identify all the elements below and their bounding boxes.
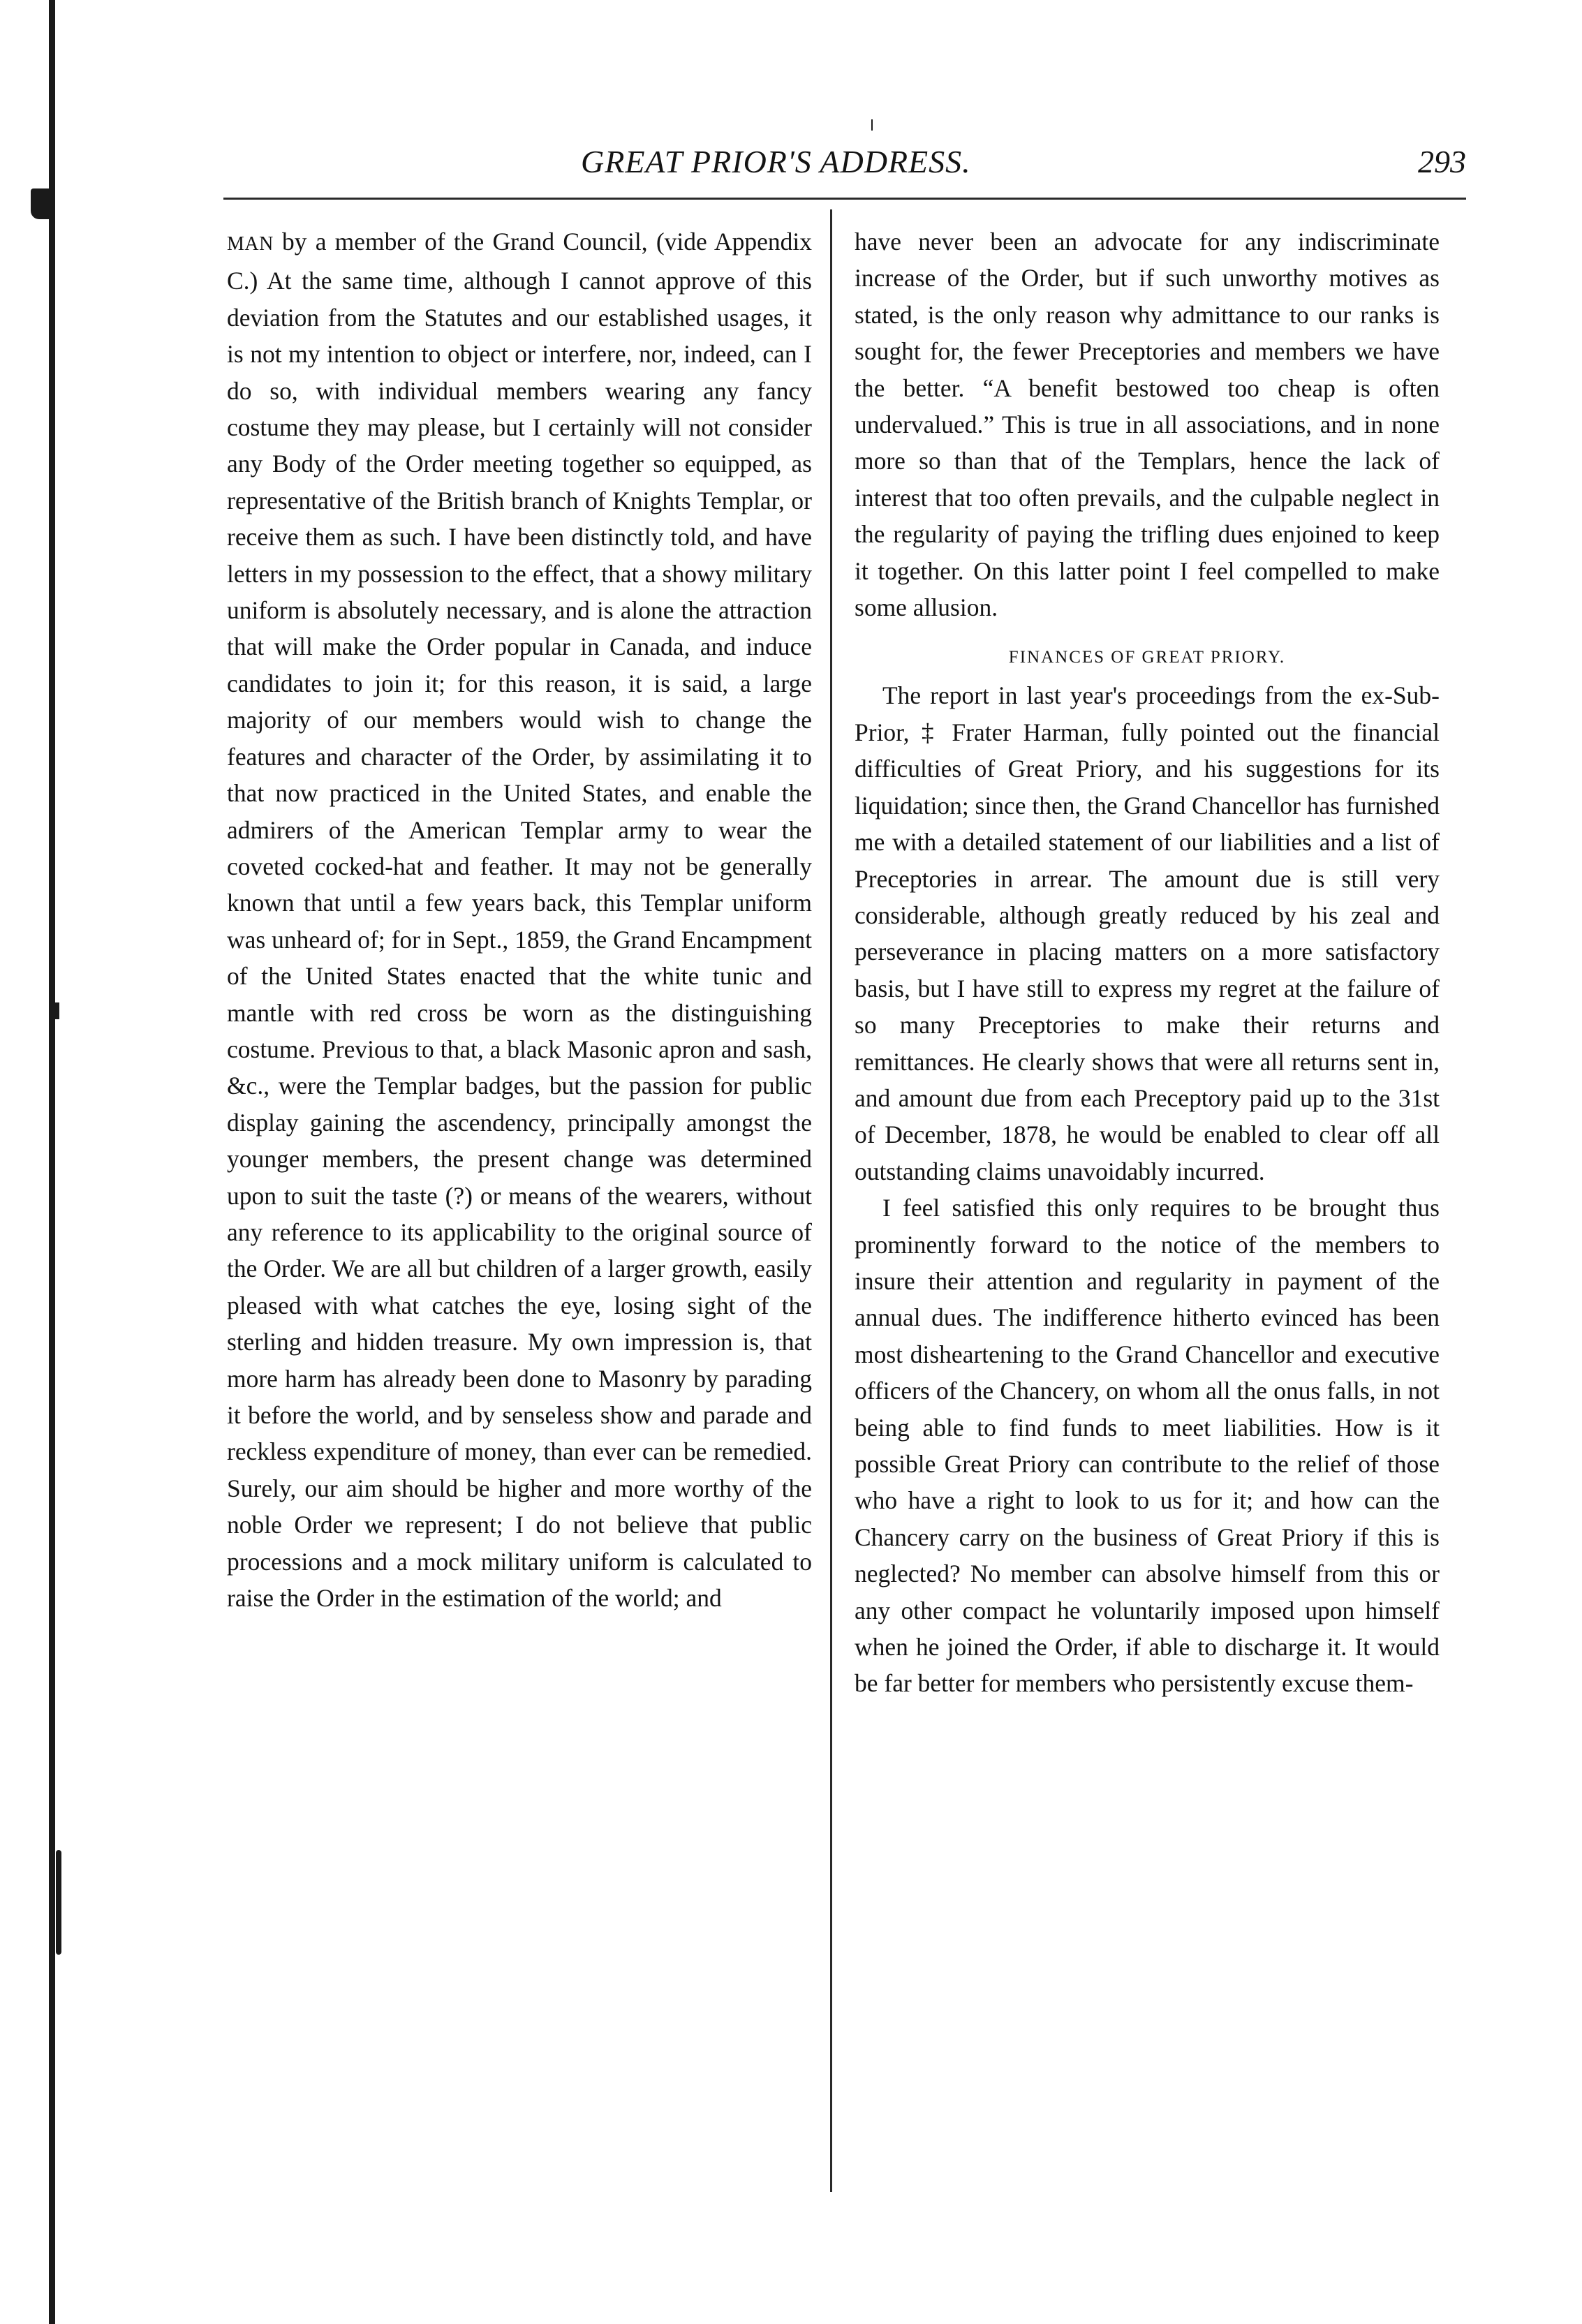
section-heading: FINANCES OF GREAT PRIORY. <box>1008 648 1286 667</box>
binding-edge-mark <box>53 1002 59 1019</box>
body-paragraph <box>227 223 812 1616</box>
binding-edge-mark <box>56 1850 61 1955</box>
page-title: GREAT PRIOR'S ADDRESS. <box>581 144 971 179</box>
binding-edge-shadow <box>49 0 55 2324</box>
page-number: 293 <box>1418 144 1466 179</box>
body-paragraph: The report in last year's proceedings from the ex-Sub-Prior, ‡ Frater Harman, fully pointed out the financial difficulties of Great Priory, and his suggestions for its liquidation; since then, the Grand Chancellor has furnished me with a detailed statement of our liabilities and a list of Preceptories in arrear. The amount due is still very considerable, although greatly reduced by his zeal and perseverance in placing matters on a more satisfactory basis, but I have still to express my regret at the failure of so many Preceptories to make their returns and remittances. He clearly shows that were all returns sent in, and amount due from each Preceptory paid up to the 31st of December, 1878, he would be enabled to clear off all outstanding claims unavoidably incurred. <box>855 681 1440 1185</box>
column-divider <box>830 209 832 2192</box>
body-paragraph: have never been an advocate for any indiscriminate increase of the Order, but if such unworthy motives as stated, is the only reason why admittance to our ranks is sought for, the fewer Preceptories and members we have the better. “A benefit bestowed too cheap is often undervalued.” This is true in all associations, and in none more so than that of the Templars, hence the lack of interest that too often prevails, and the culpable neglect in the regularity of paying the trifling dues enjoined to keep it together. On this latter point I feel compelled to make some allusion. <box>855 228 1440 622</box>
running-head <box>223 143 1466 192</box>
body-paragraph: I feel satisfied this only requires to be brought thus prominently forward to the notice of the members to insure their attention and regularity in payment of the annual dues. The indifference hitherto evinced has been most disheartening to the Grand Chancellor and executive officers of the Chancery, on whom all the onus falls, in not being able to find funds to meet liabilities. How is it possible Great Priory can contribute to the relief of those who have a right to look to us for it; and how can the Chancery carry on the business of Great Priory if this is neglected? No member can absolve himself from this or any other compact he voluntarily imposed upon himself when he joined the Order, if able to discharge it. It would be far better for members who persistently excuse them- <box>855 1194 1440 1698</box>
paragraph-text: by a member of the Grand Council, (vide Appendix C.) At the same time, although I cannot approve of this deviation from the Statutes and our established usages, it is not my intention to object or interfere, nor, indeed, can I do so, with individual members wearing any fancy costume they may please, but I certainly will not consider any Body of the Order meeting together so equipped, as representative of the British branch of Knights Templar, or receive them as such. I have been distinctly told, and have letters in my possession to the effect, that a showy military uniform is absolutely necessary, and is alone the attraction that will make the Order popular in Canada, and induce candidates to join it; for this reason, it is said, a large majority of our members would wish to change the features and character of the Order, by assimilating it to that now practiced in the United States, and enable the admirers of the American Templar army to wear the coveted cocked-hat and feather. It may not be generally known that until a few years back, this Templar uniform was unheard of; for in Sept., 1859, the Grand Encampment of the United States enacted that the white tunic and mantle with red cross be worn as the distinguishing costume. Previous to that, a black Masonic apron and sash, &c., were the Templar badges, but the passion for public display gaining the ascendency, principally amongst the younger members, the present change was determined upon to suit the taste (?) or means of the wearers, without any reference to its applicability to the original source of the Order. We are all but children of a larger growth, easily pleased with what catches the eye, losing sight of the sterling and hidden treasure. My own impression is, that more harm has already been done to Masonry by parading it before the world, and by senseless show and parade and reckless expenditure of money, than ever can be remedied. Surely, our aim should be higher and more worthy of the noble Order we represent; I do not believe that public processions and a mock military uniform is calculated to raise the Order in the estimation of the world; and <box>227 228 813 1613</box>
header-rule <box>223 198 1466 200</box>
right-column <box>855 223 1440 1702</box>
left-column <box>227 223 812 1616</box>
print-mark <box>871 119 873 131</box>
lead-word: MAN <box>227 233 274 255</box>
binding-edge-mark <box>31 188 53 219</box>
